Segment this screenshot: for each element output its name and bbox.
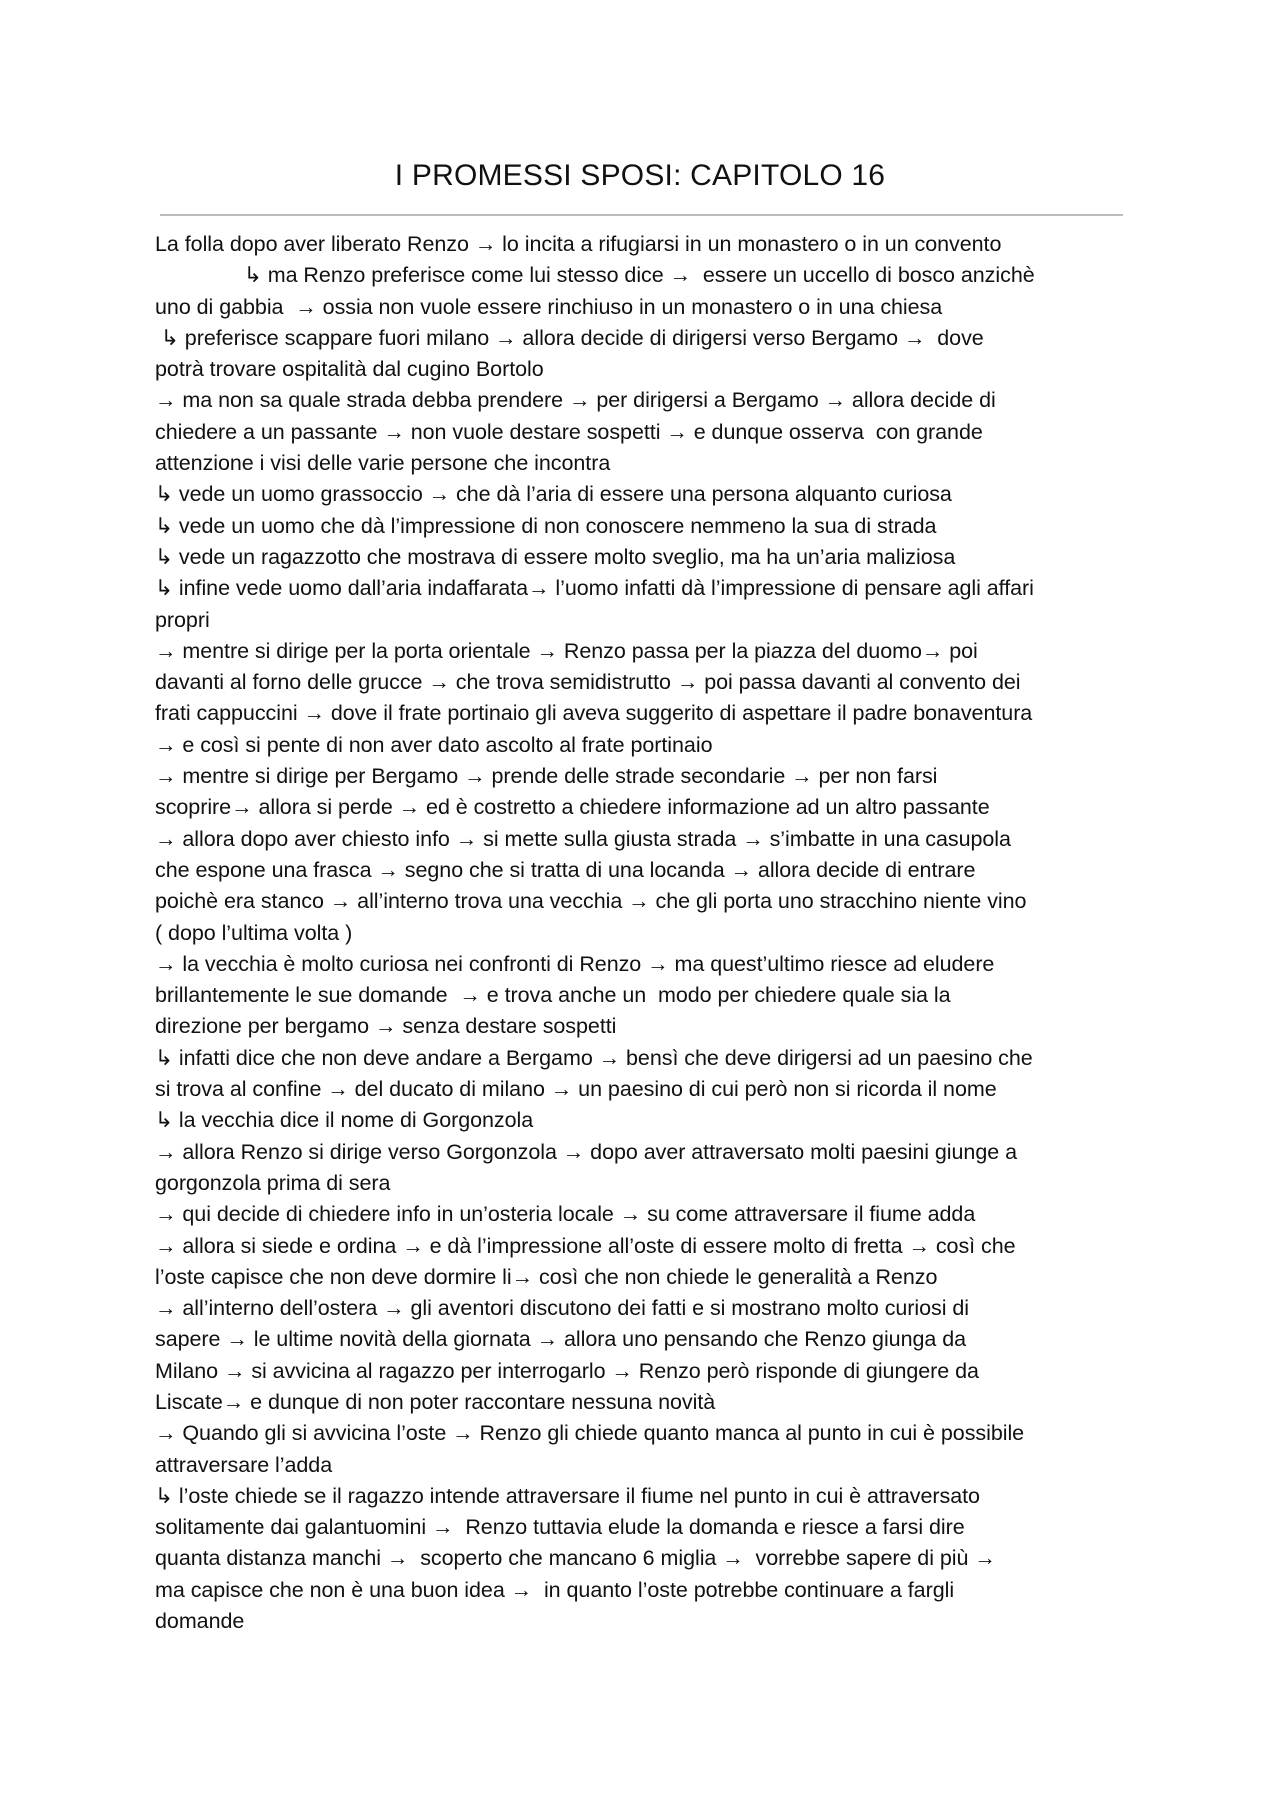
text-line: chiedere a un passante → non vuole destare sospetti → e dunque osserva con grande <box>155 419 983 444</box>
text-line: ↳ vede un ragazzotto che mostrava di essere molto sveglio, ma ha un’aria maliziosa <box>155 544 956 569</box>
text-line: frati cappuccini → dove il frate portinaio gli aveva suggerito di aspettare il padre bonaventura <box>155 701 1033 726</box>
text-line: → allora Renzo si dirige verso Gorgonzola → dopo aver attraversato molti paesini giunge a <box>155 1139 1017 1164</box>
text-line: quanta distanza manchi → scoperto che mancano 6 miglia → vorrebbe sapere di più → <box>155 1546 996 1571</box>
text-line: sapere → le ultime novità della giornata → allora uno pensando che Renzo giunga da <box>155 1327 967 1352</box>
text-line: → mentre si dirige per la porta orientale → Renzo passa per la piazza del duomo→ poi <box>155 638 978 663</box>
text-line: attraversare l’adda <box>155 1452 333 1477</box>
text-line: propri <box>155 607 210 632</box>
text-line: Liscate→ e dunque di non poter raccontare nessuna novità <box>155 1389 716 1414</box>
text-line: direzione per bergamo → senza destare sospetti <box>155 1014 617 1039</box>
text-line: ( dopo l’ultima volta ) <box>155 920 353 945</box>
text-line: ↳ vede un uomo grassoccio → che dà l’aria di essere una persona alquanto curiosa <box>155 482 952 507</box>
text-line: → all’interno dell’ostera → gli aventori discutono dei fatti e si mostrano molto curiosi di <box>155 1296 970 1321</box>
page-title: I PROMESSI SPOSI: CAPITOLO 16 <box>394 159 886 192</box>
title-divider <box>160 214 1123 216</box>
text-line: → e così si pente di non aver dato ascolto al frate portinaio <box>155 732 713 757</box>
text-line: brillantemente le sue domande → e trova anche un modo per chiedere quale sia la <box>155 983 951 1008</box>
document-body <box>155 229 1145 1637</box>
text-line: solitamente dai galantuomini → Renzo tuttavia elude la domanda e riesce a farsi dire <box>155 1515 965 1540</box>
text-line: → mentre si dirige per Bergamo → prende delle strade secondarie → per non farsi <box>155 764 938 789</box>
text-line: potrà trovare ospitalità dal cugino Bortolo <box>155 357 544 382</box>
text-line: domande <box>155 1609 245 1634</box>
text-line: che espone una frasca → segno che si tratta di una locanda → allora decide di entrare <box>155 857 976 882</box>
text-line: attenzione i visi delle varie persone che incontra <box>155 451 611 476</box>
text-line: ↳ preferisce scappare fuori milano → allora decide di dirigersi verso Bergamo → dove <box>155 325 984 350</box>
text-line: ↳ ma Renzo preferisce come lui stesso dice → essere un uccello di bosco anzichè <box>155 263 1035 288</box>
text-line: scoprire→ allora si perde → ed è costretto a chiedere informazione ad un altro passante <box>155 795 990 820</box>
text-line: poichè era stanco → all’interno trova una vecchia → che gli porta uno stracchino niente vino <box>155 889 1027 914</box>
text-line: Milano → si avvicina al ragazzo per interrogarlo → Renzo però risponde di giungere da <box>155 1358 979 1383</box>
text-line: gorgonzola prima di sera <box>155 1170 391 1195</box>
text-line: uno di gabbia → ossia non vuole essere rinchiuso in un monastero o in una chiesa <box>155 294 943 319</box>
text-line: si trova al confine → del ducato di milano → un paesino di cui però non si ricorda il nome <box>155 1077 997 1102</box>
text-line: La folla dopo aver liberato Renzo → lo incita a rifugiarsi in un monastero o in un convento <box>155 232 1002 256</box>
text-line: l’oste capisce che non deve dormire li→ così che non chiede le generalità a Renzo <box>155 1264 938 1289</box>
text-line: ↳ infatti dice che non deve andare a Bergamo → bensì che deve dirigersi ad un paesino che <box>155 1045 1033 1070</box>
text-line: → ma non sa quale strada debba prendere → per dirigersi a Bergamo → allora decide di <box>155 388 996 413</box>
text-line: → qui decide di chiedere info in un’osteria locale → su come attraversare il fiume adda <box>155 1202 976 1227</box>
text-line: ↳ infine vede uomo dall’aria indaffarata→ l’uomo infatti dà l’impressione di pensare agli affari <box>155 576 1034 601</box>
text-line: davanti al forno delle grucce → che trova semidistrutto → poi passa davanti al convento dei <box>155 670 1021 695</box>
text-line: ↳ vede un uomo che dà l’impressione di non conoscere nemmeno la sua di strada <box>155 513 937 538</box>
text-line: ma capisce che non è una buon idea → in quanto l’oste potrebbe continuare a fargli <box>155 1577 955 1602</box>
text-line: ↳ la vecchia dice il nome di Gorgonzola <box>155 1108 534 1133</box>
text-line: → Quando gli si avvicina l’oste → Renzo gli chiede quanto manca al punto in cui è possibile <box>155 1421 1025 1446</box>
text-line: → la vecchia è molto curiosa nei confronti di Renzo → ma quest’ultimo riesce ad eludere <box>155 951 995 976</box>
text-line: ↳ l’oste chiede se il ragazzo intende attraversare il fiume nel punto in cui è attraversato <box>155 1483 980 1508</box>
text-line: → allora dopo aver chiesto info → si mette sulla giusta strada → s’imbatte in una casupola <box>155 826 1011 851</box>
text-line: → allora si siede e ordina → e dà l’impressione all’oste di essere molto di fretta → così che <box>155 1233 1016 1258</box>
